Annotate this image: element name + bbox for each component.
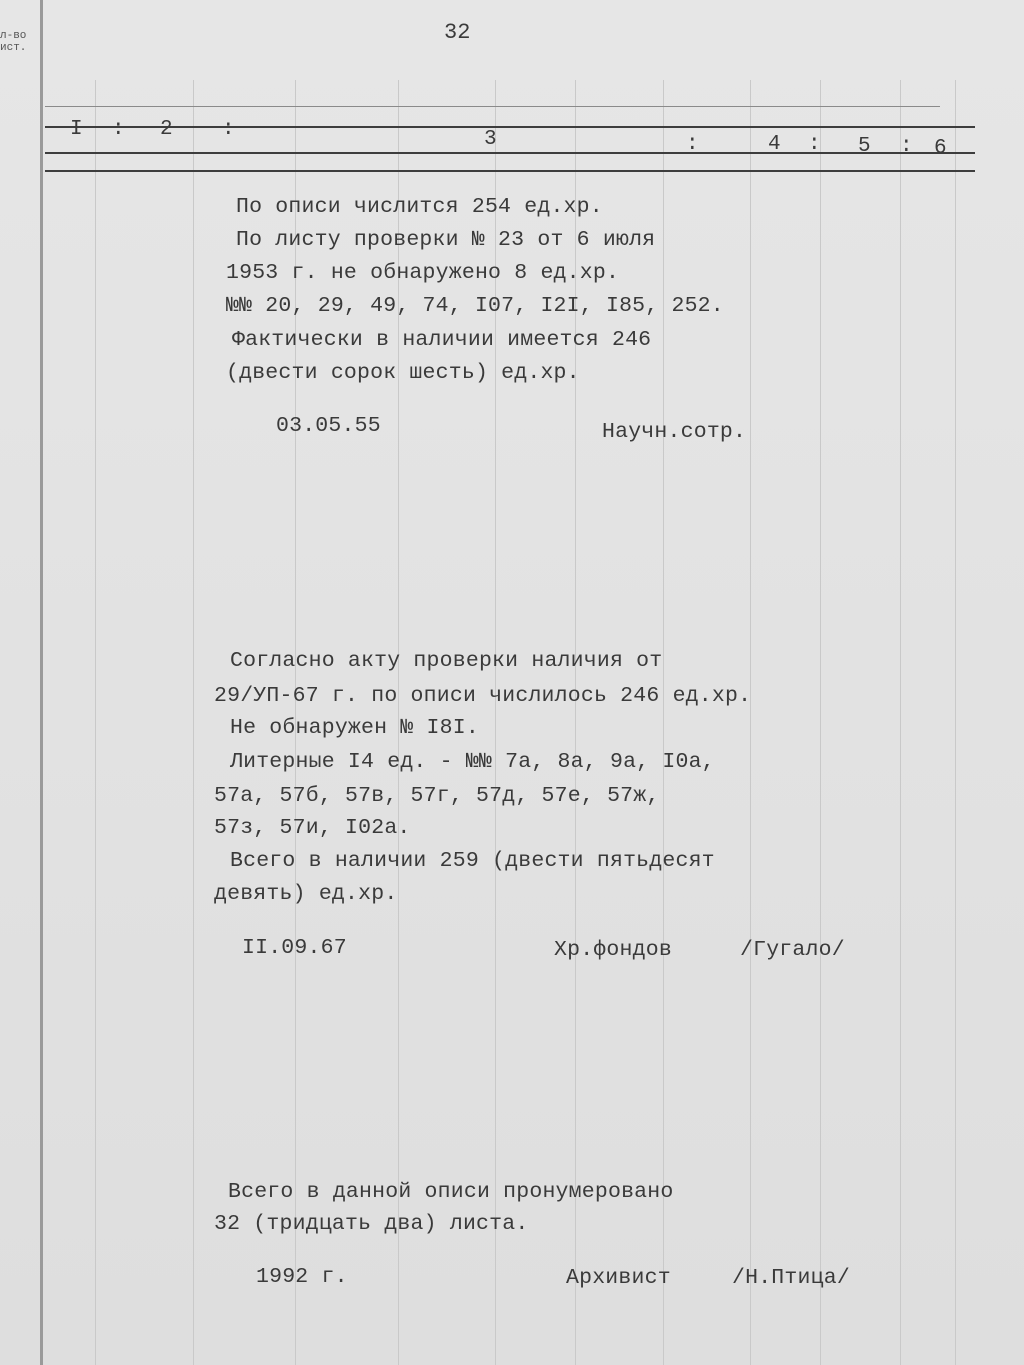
ruling-line (900, 80, 901, 1365)
text-line: Не обнаружен № I8I. (230, 716, 479, 740)
position: Хр.фондов (554, 938, 672, 962)
ruling-line (955, 80, 956, 1365)
ruling-line (663, 80, 664, 1365)
position: Архивист (566, 1266, 671, 1290)
col-sep: : (222, 118, 235, 141)
col-4-label: 4 (768, 133, 781, 156)
text-line: По листу проверки № 23 от 6 июля (236, 228, 656, 252)
text-line: 1953 г. не обнаружено 8 ед.хр. (226, 261, 620, 285)
header-rule-top (45, 106, 940, 107)
col-2-label: 2 (160, 118, 173, 141)
text-line: 57з, 57и, I02а. (214, 816, 411, 840)
text-line: девять) ед.хр. (214, 882, 398, 906)
text-line: 57а, 57б, 57в, 57г, 57д, 57е, 57ж, (214, 784, 660, 808)
text-line: Фактически в наличии имеется 246 (232, 328, 652, 352)
page-number: 32 (444, 20, 471, 45)
text-line: Согласно акту проверки наличия от (230, 649, 663, 673)
text-line: По описи числится 254 ед.хр. (236, 195, 603, 219)
date: II.09.67 (242, 936, 347, 960)
binding-edge (40, 0, 43, 1365)
col-6-label: 6 (934, 137, 947, 160)
header-rule-bottom (45, 170, 975, 172)
col-sep: : (900, 135, 913, 158)
ruling-line (95, 80, 96, 1365)
ruling-line (820, 80, 821, 1365)
header-rule (45, 152, 975, 154)
text-line: Всего в данной описи пронумеровано (228, 1180, 674, 1204)
col-sep: : (112, 118, 125, 141)
col-1-label: I (70, 118, 83, 141)
text-line: 32 (тридцать два) листа. (214, 1212, 529, 1236)
col-sep: : (686, 133, 699, 156)
col-sep: : (808, 133, 821, 156)
signature: /Н.Птица/ (732, 1266, 850, 1290)
text-line: 29/УП-67 г. по описи числилось 246 ед.хр. (214, 684, 752, 708)
ruling-line (750, 80, 751, 1365)
text-line: Всего в наличии 259 (двести пятьдесят (230, 849, 715, 873)
date: 1992 г. (256, 1265, 348, 1289)
position: Научн.сотр. (602, 420, 747, 444)
text-line: (двести сорок шесть) ед.хр. (226, 361, 580, 385)
header-rule (45, 126, 975, 128)
corner-label: л-во ист. (0, 30, 27, 54)
date: 03.05.55 (276, 414, 381, 438)
col-5-label: 5 (858, 135, 871, 158)
text-line: Литерные I4 ед. - №№ 7а, 8а, 9а, I0а, (230, 750, 715, 774)
col-3-label: 3 (484, 128, 497, 151)
ruling-line (193, 80, 194, 1365)
text-line: №№ 20, 29, 49, 74, I07, I2I, I85, 252. (226, 294, 724, 318)
signature: /Гугало/ (740, 938, 845, 962)
